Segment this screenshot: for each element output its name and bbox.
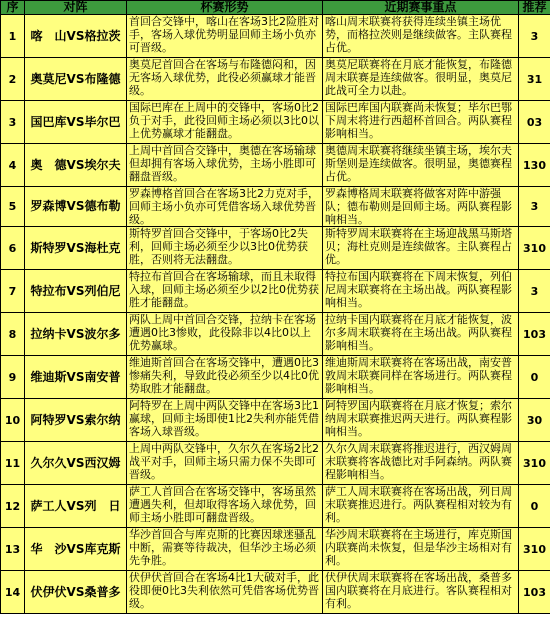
- recent-focus: 罗森博格周末联赛将做客对阵中游强队；德布勒则是回师主场。两队赛程影响相当。: [323, 187, 519, 227]
- table-row: [1, 144, 550, 187]
- match-teams: 斯特罗VS海杜克: [25, 227, 127, 270]
- match-teams: 萨工人VS列 日: [25, 485, 127, 528]
- recent-focus: 拉纳卡国内联赛将在月底才能恢复，波尔多周末联赛将在主场出战。两队赛程影响相当。: [323, 313, 519, 356]
- recommendation: 3: [519, 270, 550, 313]
- table-row: [1, 187, 550, 227]
- cup-situation: 阿特罗在上周中两队交锋中在客场3比1赢球，回师主场即使1比2失利亦能凭借客场入球晋级。: [127, 399, 323, 442]
- table-row: [1, 485, 550, 528]
- recent-focus: 国际巴库国内联赛尚未恢复；毕尔巴鄂下周末将进行西超杯首回合。两队赛程影响相当。: [323, 101, 519, 144]
- match-teams: 久尔久VS西汉姆: [25, 442, 127, 485]
- row-number: 3: [1, 101, 25, 144]
- row-number: 8: [1, 313, 25, 356]
- match-teams: 维迪斯VS南安普: [25, 356, 127, 399]
- match-teams: 伏伊伏VS桑普多: [25, 571, 127, 614]
- header-cup: 杯赛形势: [127, 1, 323, 15]
- row-number: 14: [1, 571, 25, 614]
- recent-focus: 久尔久周末联赛将推迟进行，西汉姆周末联赛将客战德比对手阿森纳。两队赛程影响相当。: [323, 442, 519, 485]
- table-row: [1, 356, 550, 399]
- recommendation: 3: [519, 15, 550, 58]
- table-row: [1, 571, 550, 614]
- cup-situation: 萨工人首回合在客场交锋中，客场虽然遭遇失利，但却取得客场入球优势，回师主场小胜即可翻盘晋级。: [127, 485, 323, 528]
- row-number: 7: [1, 270, 25, 313]
- recommendation: 31: [519, 58, 550, 101]
- table-row: [1, 399, 550, 442]
- recommendation: 130: [519, 144, 550, 187]
- cup-situation: 上周中首回合交锋中，奥德在客场输球但却拥有客场入球优势，主场小胜即可翻盘晋级。: [127, 144, 323, 187]
- recommendation: 310: [519, 227, 550, 270]
- recent-focus: 喀山周末联赛将获得连续坐镇主场优势，而格拉茨则是继续做客。主队赛程占优。: [323, 15, 519, 58]
- recommendation: 103: [519, 313, 550, 356]
- table-row: [1, 313, 550, 356]
- cup-situation: 斯特罗首回合交锋中，于客场0比2失利，回师主场必须至少以3比0优势获胜，否则将无法翻盘。: [127, 227, 323, 270]
- recent-focus: 奥德周末联赛将继续坐镇主场，埃尔夫斯堡则是连续做客。很明显，奥德赛程占优。: [323, 144, 519, 187]
- recommendation: 310: [519, 528, 550, 571]
- table-row: [1, 101, 550, 144]
- cup-situation: 华沙首回合与库克斯的比赛因球迷骚乱中断，需赛等待裁决，但华沙主场必须先争胜。: [127, 528, 323, 571]
- recommendation: 0: [519, 356, 550, 399]
- table-row: [1, 58, 550, 101]
- row-number: 13: [1, 528, 25, 571]
- match-teams: 拉纳卡VS波尔多: [25, 313, 127, 356]
- row-number: 12: [1, 485, 25, 528]
- recent-focus: 奥莫尼联赛将在月底才能恢复，布隆德周末联赛是连续做客。很明显，奥莫尼此战可全力以赴。: [323, 58, 519, 101]
- cup-situation: 奥莫尼首回合在客场与布隆德闷和，因无客场入球优势，此役必须赢球才能晋级。: [127, 58, 323, 101]
- recommendation: 03: [519, 101, 550, 144]
- row-number: 6: [1, 227, 25, 270]
- recommendation: 0: [519, 485, 550, 528]
- recent-focus: 维迪斯周末联赛将在客场出战，南安普敦周末联赛同样在客场进行。两队赛程影响相当。: [323, 356, 519, 399]
- cup-situation: 国际巴库在上周中的交锋中，客场0比2负于对手，此役回师主场必须以3比0以上优势赢球才能翻盘。: [127, 101, 323, 144]
- header-no: 序: [1, 1, 25, 15]
- match-teams: 特拉布VS列伯尼: [25, 270, 127, 313]
- recommendation: 103: [519, 571, 550, 614]
- recent-focus: 特拉布国内联赛将在下周末恢复，列伯尼周末联赛将在主场出战。两队赛程影响相当。: [323, 270, 519, 313]
- header-recommend: 推荐: [519, 1, 550, 15]
- header-match: 对阵: [25, 1, 127, 15]
- table-header-row: [1, 1, 550, 15]
- recommendation: 3: [519, 187, 550, 227]
- cup-situation: 首回合交锋中，喀山在客场3比2险胜对手，客场入球优势明显回师主场小负亦可晋级。: [127, 15, 323, 58]
- match-teams: 罗森博VS德布勒: [25, 187, 127, 227]
- header-recent: 近期赛事重点: [323, 1, 519, 15]
- row-number: 4: [1, 144, 25, 187]
- cup-situation: 维迪斯首回合在客场交锋中，遭遇0比3惨痛失利，导致此役必须至少以4比0优势取胜才能翻盘。: [127, 356, 323, 399]
- row-number: 2: [1, 58, 25, 101]
- recent-focus: 萨工人周末联赛将在客场出战，列日周末联赛推迟进行。两队赛程相对较为有利。: [323, 485, 519, 528]
- match-teams: 奥 德VS埃尔夫: [25, 144, 127, 187]
- table-row: [1, 528, 550, 571]
- match-teams: 喀 山VS格拉茨: [25, 15, 127, 58]
- recommendation: 310: [519, 442, 550, 485]
- row-number: 10: [1, 399, 25, 442]
- cup-situation: 特拉布首回合在客场输球，而且未取得入球，回师主场必须至少以2比0优势获胜才能翻盘。: [127, 270, 323, 313]
- row-number: 9: [1, 356, 25, 399]
- row-number: 11: [1, 442, 25, 485]
- recent-focus: 斯特罗周末联赛将在主场迎战黑马斯塔贝；海杜克则是连续做客。主队赛程占优。: [323, 227, 519, 270]
- match-teams: 国巴库VS毕尔巴: [25, 101, 127, 144]
- cup-situation: 罗森博格首回合在客场3比2力克对手，回师主场小负亦可凭借客场入球优势晋级。: [127, 187, 323, 227]
- cup-situation: 上周中两队交锋中，久尔久在客场2比2战平对手，回师主场只需力保不失即可晋级。: [127, 442, 323, 485]
- table-row: [1, 227, 550, 270]
- table-row: [1, 15, 550, 58]
- cup-situation: 伏伊伏首回合在客场4比1大破对手，此役即便0比3失利依然可凭借客场优势晋级。: [127, 571, 323, 614]
- table-row: [1, 442, 550, 485]
- row-number: 1: [1, 15, 25, 58]
- recent-focus: 伏伊伏周末联赛将在客场出战，桑普多国内联赛将在月底进行。客队赛程相对有利。: [323, 571, 519, 614]
- recommendation: 30: [519, 399, 550, 442]
- row-number: 5: [1, 187, 25, 227]
- recent-focus: 华沙周末联赛将在主场进行，库克斯国内联赛尚未恢复，但是华沙主场相对有利。: [323, 528, 519, 571]
- match-teams: 阿特罗VS索尔纳: [25, 399, 127, 442]
- match-teams: 奥莫尼VS布隆德: [25, 58, 127, 101]
- table-row: [1, 270, 550, 313]
- recent-focus: 阿特罗国内联赛将在月底才恢复；索尔纳周末联赛推迟两天进行。两队赛程影响相当。: [323, 399, 519, 442]
- match-teams: 华 沙VS库克斯: [25, 528, 127, 571]
- cup-situation: 两队上周中首回合交锋，拉纳卡在客场遭遇0比3惨败，此役除非以4比0以上优势赢球。: [127, 313, 323, 356]
